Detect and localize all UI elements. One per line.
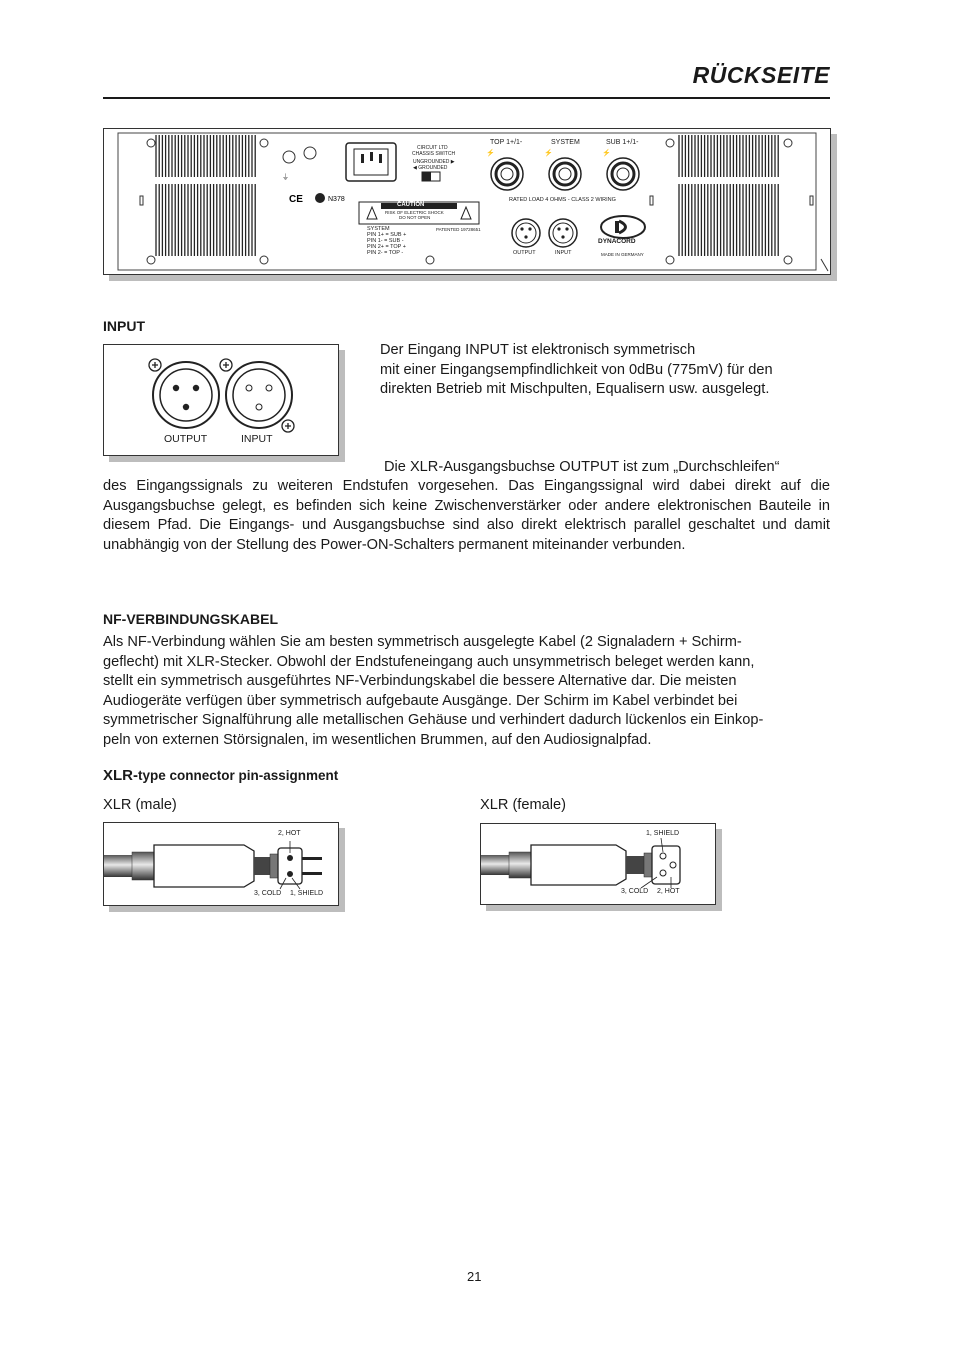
shock-icon: ⚡ (602, 150, 611, 157)
input-description-line: mit einer Eingangsempfindlichkeit von 0dBu (775mV) für den (380, 361, 773, 378)
slot-left (140, 196, 143, 205)
pin-legend-line: PIN 1+ = SUB + (367, 232, 407, 238)
xlr-male-figure (103, 822, 339, 906)
label-made-in: MADE IN GERMANY (601, 252, 644, 257)
female-pin-cold-label: 3, COLD (621, 888, 649, 895)
shock-icon: ⚡ (486, 150, 495, 157)
label-caution-line1: RISK OF ELECTRIC SHOCK (385, 210, 444, 215)
nf-description-line: geflecht) mit XLR-Stecker. Obwohl der Endstufeneingang auch unsymmetrisch beleget werden kann, (103, 653, 755, 670)
xlr-heading-rest: type connector pin-assignment (138, 768, 339, 783)
input-connector (226, 362, 292, 428)
nf-heading: NF-VERBINDUNGSKABEL (103, 611, 278, 627)
male-pin-cold-label: 3, COLD (254, 890, 282, 897)
output-description: des Eingangssignals zu weiteren Endstufen vorgesehen. Das Eingangssignal wird dabei direkt auf die Ausgangsbuchse gelegt, es befinden sich keine Zwischenverstärker oder andere elektronischen Bauteile in diesem Pfad. Die Eingangs- und Ausgangsbuchse sind also direkt elektrisch parallel geschaltet und damit unabhängig von der Stellung des Power-ON-Schalters permanent miteinander verbunden. (103, 478, 830, 553)
rear-panel-figure (103, 128, 831, 275)
output-label: OUTPUT (164, 433, 208, 445)
speakon-top (491, 158, 523, 190)
label-chassis-switch: CHASSIS SWITCH (412, 151, 456, 157)
speakon-sub (607, 158, 639, 190)
xlr-jacks-figure (103, 344, 339, 456)
page-title: RÜCKSEITE (692, 62, 830, 88)
pin-legend-line: PIN 2- = TOP - (367, 250, 404, 256)
ground-screw (283, 151, 295, 163)
female-pin-shield-label: 1, SHIELD (646, 830, 680, 837)
pin-legend-line: PIN 2+ = TOP + (367, 244, 406, 250)
panel-xlr-output (512, 219, 540, 247)
xlr-jacks-drawing (104, 345, 338, 455)
label-grounded: ◀ GROUNDED (413, 165, 448, 171)
nf-description-line: symmetrischer Signalführung alle metallischen Gehäuse und verhindert dadurch lückenlos ein Einkop- (103, 712, 764, 728)
right-vent (679, 135, 778, 256)
label-system: SYSTEM (551, 139, 580, 146)
shock-icon: ⚡ (544, 150, 553, 157)
input-description (380, 341, 830, 400)
label-caution-line2: DO NOT OPEN (399, 215, 431, 220)
female-pin-hot-label: 2, HOT (657, 888, 680, 895)
xlr-male-caption: XLR (male) (103, 797, 177, 813)
male-pin-shield-label: 1, SHIELD (290, 890, 324, 897)
label-sub: SUB 1+/1- (606, 139, 639, 146)
male-pin-hot-label: 2, HOT (278, 830, 301, 837)
n-mark: N378 (328, 196, 345, 203)
label-circuit: CIRCUIT LTD (417, 145, 448, 151)
label-rated-load: RATED LOAD 4 OHMS - CLASS 2 WIRING (509, 197, 616, 203)
slot-right (810, 196, 813, 205)
brand-logo-icon (601, 216, 645, 238)
nf-description-line: Audiogeräte verfügen über symmetrisch aufgebaute Ausgänge. Der Schirm im Kabel verbindet bei (103, 692, 738, 709)
input-description-line: direkten Betrieb mit Mischpulten, Equalisern usw. ausgelegt. (380, 381, 770, 397)
nf-description (103, 633, 830, 750)
output-description-first-line: Die XLR-Ausgangsbuchse OUTPUT ist zum „Durchschleifen“ (384, 459, 780, 475)
left-vent (156, 135, 255, 256)
xlr-female-caption: XLR (female) (480, 797, 566, 813)
page-number: 21 (467, 1269, 482, 1284)
label-panel-output: OUTPUT (513, 250, 536, 256)
pin-legend-line: PIN 1- = SUB - (367, 238, 404, 244)
xlr-heading (103, 767, 338, 785)
input-heading: INPUT (103, 318, 145, 334)
nf-description-line: peln von externen Störsignalen, im wesentlichen Brummen, auf den Audiosignalpfad. (103, 731, 652, 748)
output-connector (153, 362, 219, 428)
xlr-female-figure (480, 823, 716, 905)
pin-legend (367, 226, 406, 256)
nf-description-line: Als NF-Verbindung wählen Sie am besten symmetrisch ausgelegte Kabel (2 Signaladern + Schirm- (103, 634, 742, 650)
nf-description-line: stellt ein symmetrisch ausgeführtes NF-Verbindungskabel die bessere Alternative dar. Die meisten (103, 673, 737, 689)
ground-symbol-icon: ⏚ (282, 174, 289, 181)
label-patented: PATENTED 19728651 (436, 227, 481, 232)
pin-legend-title: SYSTEM (367, 226, 390, 232)
panel-xlr-input (549, 219, 577, 247)
input-description-line: Der Eingang INPUT ist elektronisch symmetrisch (380, 342, 696, 358)
label-caution: CAUTION (397, 202, 425, 208)
xlr-heading-prefix: XLR- (103, 767, 138, 784)
label-panel-input: INPUT (555, 250, 572, 256)
n-mark-icon (315, 193, 325, 203)
speakon-system (549, 158, 581, 190)
input-label: INPUT (241, 433, 273, 445)
slot-mid (650, 196, 653, 205)
label-top: TOP 1+/1- (490, 139, 523, 146)
ce-mark: CE (289, 194, 303, 205)
title-divider (103, 97, 830, 99)
rear-panel-drawing (104, 129, 830, 274)
round-hole (304, 147, 316, 159)
label-brand: DYNACORD (598, 238, 636, 245)
label-ungrounded: UNGROUNDED ▶ (413, 159, 455, 165)
